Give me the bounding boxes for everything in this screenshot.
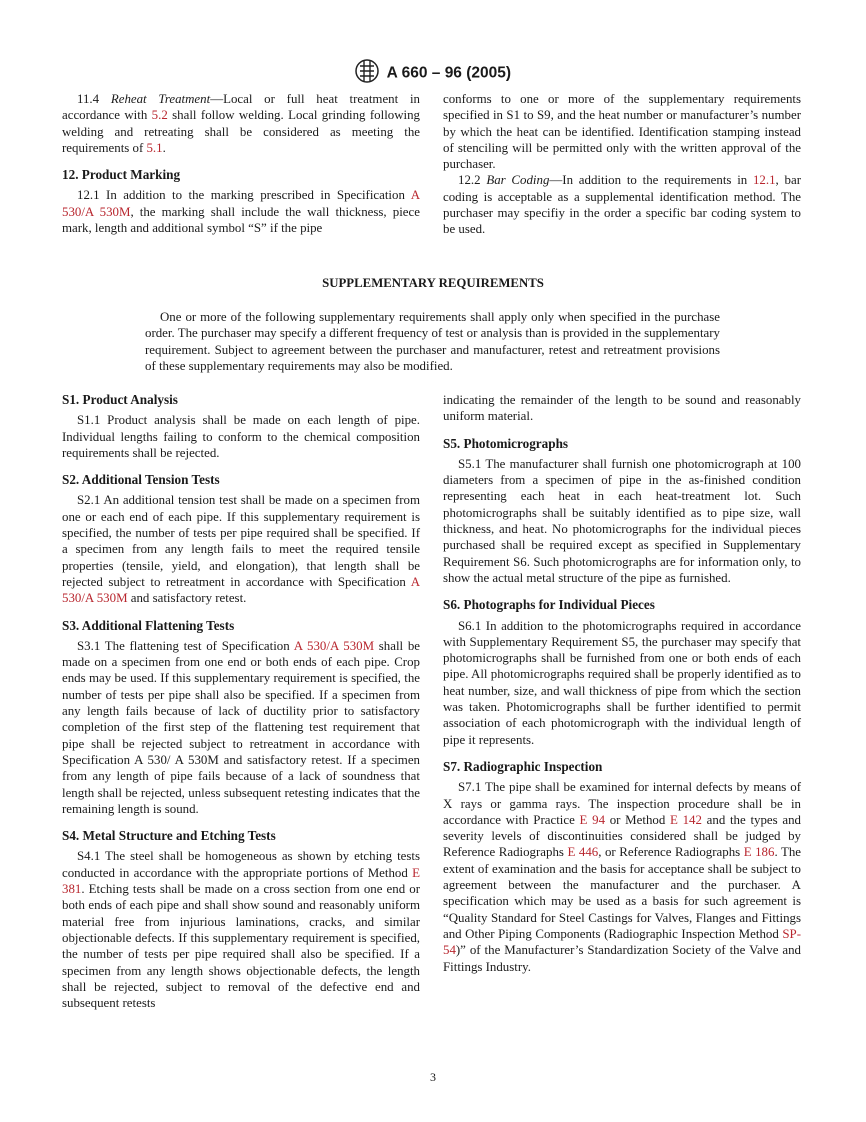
text-run: shall be made on a specimen from one end or both ends of each pipe. Crop ends may be used. If this supplementary requirement is specified, the number of tests per pipe shall also be specified. If a specimen from any length fails because of lack of ductility prior to satisfactory completion of the first step of the flattening test requirement that pipe shall be rejected subject to retreatment in accordance with Specification A 530/ A 530M and satisfactory retest. If a specimen from any length of pipe fails because of a lack of soundness that length shall be rejected, unless subsequent retesting indicates that the remaining length is sound. [62,638,421,816]
text-run: , or Reference Radiographs [598,845,744,860]
text-run: . [162,140,166,155]
paragraph [443,779,801,975]
document-designation: A 660 – 96 (2005) [386,64,512,82]
text-run: —Local or full heat treatment in accordance with [62,92,420,123]
text-run: S3. Additional Flattening Tests [62,617,235,633]
text-run: S5. Photomicrographs [443,435,569,451]
reference-link[interactable]: E 446 [567,845,599,860]
paragraph [62,187,420,236]
text-run: shall follow welding. Local grinding following welding and retreating shall be considered as meeting the requirements of [62,108,420,155]
section-heading [62,167,420,183]
reference-link[interactable]: 12.1 [752,173,776,188]
reference-link[interactable]: 5.2 [151,108,168,123]
page-number: 3 [430,1070,436,1084]
section-heading [62,392,420,408]
text-run: S7.1 The pipe shall be examined for internal defects by means of X rays or gamma rays. The inspection procedure shall be in accordance with Practice [443,780,801,827]
text-run: S2.1 An additional tension test shall be made on a specimen from one or each end of each pipe. If this supplementary requirement is specified, the number of tests per pipe required shall be specified. If a specimen from any length fails to meet the required tensile properties (tensile, yield, and elongation), that length shall be rejected subject to retreatment in accordance with Specification [62,493,420,589]
reference-link[interactable]: E 94 [579,812,606,827]
reference-link[interactable]: A 530/A 530M [62,188,420,219]
section-heading [443,436,801,452]
top-right-column [443,91,801,238]
supplementary-left-column [62,392,420,1011]
reference-link[interactable]: SP-54 [443,926,801,958]
paragraph [443,172,801,237]
text-run: . The extent of examination and the basis for acceptance shall be subject to agreement between the manufacturer and the purchaser. A specification which may be used as a basis for such agreement is “Quality Standard for Steel Castings for Valves, Flanges and Fittings and Other Piping Components (Radiographic Inspection Method [443,845,802,941]
text-run: S1.1 Product analysis shall be made on each length of pipe. Individual lengths failing to conform to the chemical composition requirements shall be rejected. [62,413,420,460]
paragraph [443,392,801,425]
paragraph [443,456,801,586]
paragraph [443,618,801,748]
text-run: —In addition to the requirements in [549,173,753,188]
text-run: S3.1 The flattening test of Specification [77,638,294,653]
text-run: conforms to one or more of the supplementary requirements specified in S1 to S9, and the heat number or manufacturer’s number by which the heat can be identified. Identification stamping instead of stenciling will be permitted only with the written approval of the purchaser. [443,92,801,172]
text-run: , bar coding is acceptable as a supplemental identification method. The purchaser may specifiy in the order a specific bar coding system to be used. [443,173,801,237]
text-run: and the types and severity levels of discontinuities considered shall be judged by Reference Radiographs [443,812,801,860]
text-run: S2. Additional Tension Tests [62,472,220,488]
text-run: and satisfactory retest. [127,591,247,606]
supplementary-intro: One or more of the following supplementary requirements shall apply only when specified in the purchase order. The purchaser may specify a different frequency of test or analysis than is provided in the supplementary requirement. Subject to agreement between the purchaser and manufacturer, retest and retreatment provisions of these supplementary requirements may also be modified. [145,310,720,373]
reference-link[interactable]: E 381 [62,865,420,897]
section-heading [62,472,420,488]
italic-term: Reheat Treatment [110,92,211,106]
reference-link[interactable]: E 186 [743,845,775,860]
text-run: , the marking shall include the wall thickness, piece mark, length and additional symbol “S” if the pipe [62,204,420,236]
section-heading [443,597,801,613]
astm-logo-icon [355,58,379,89]
text-run: . Etching tests shall be made on a cross section from one end or both ends of each pipe and shall show sound and reasonably uniform material free from injurious laminations, cracks, and similar objectionable defects. If this supplementary requirement is specified, the number of tests per pipe required shall also be specified. If a specimen from any length shows objectionable defects, the length shall be rejected, subject to removal of the defective end and subsequent retests [62,882,420,1011]
text-run: 12.2 [458,173,487,188]
reference-link[interactable]: 5.1 [146,140,163,155]
paragraph [62,492,420,606]
section-heading [62,618,420,634]
text-run: 12.1 In addition to the marking prescribed in Specification [77,188,411,203]
paragraph [62,848,420,1011]
text-run: indicating the remainder of the length to be sound and reasonably uniform material. [443,393,801,424]
text-run: S6. Photographs for Individual Pieces [443,597,655,613]
text-run: 11.4 [77,92,111,106]
text-run: S6.1 In addition to the photomicrographs required in accordance with Supplementary Requirement S5, the purchaser may specify that photomicrographs shall be furnished from one or both ends of each pipe. All photomicrographs required shall be properly identified as to heat number, size, and wall thickness of pipe from which the section was taken. Photomicrographs shall be further identified to permit association of each photomicrograph with the individual length of pipe it represents. [443,618,801,747]
text-run: 12. Product Marking [62,167,181,183]
paragraph [62,412,420,461]
paragraph [62,91,420,156]
reference-link[interactable]: E 142 [670,812,702,827]
italic-term: Bar Coding [486,173,550,188]
supplementary-right-column [443,392,801,975]
section-heading [443,759,801,775]
text-run: S5.1 The manufacturer shall furnish one photomicrograph at 100 diameters from a specimen of pipe in the as-finished condition representing each heat in each heat-treatment lot. Such photomicrographs shall be suitably identified as to pipe size, wall thickness, and heat. No photomicrographs for the individual pieces purchased shall be required except as specified in Supplementary Requirement S6. Such photomicrographs are for information only, to show the actual metal structure of the pipe as furnished. [443,456,801,585]
paragraph [443,91,801,172]
text-run: S4.1 The steel shall be homogeneous as shown by etching tests conducted in accordance with the appropriate portions of Method [62,849,420,880]
text-run: )” of the Manufacturer’s Standardization Society of the Valve and Fittings Industry. [443,943,801,974]
text-run: S1. Product Analysis [62,392,178,407]
text-run: S7. Radiographic Inspection [443,758,603,774]
text-run: or Method [605,812,670,827]
paragraph [62,638,420,817]
supplementary-title: SUPPLEMENTARY REQUIREMENTS [322,276,544,290]
section-heading [62,828,420,844]
page-header [0,58,866,89]
reference-link[interactable]: A 530/A 530M [293,638,375,653]
text-run: S4. Metal Structure and Etching Tests [62,828,276,844]
reference-link[interactable]: A 530/A 530M [62,574,420,606]
top-left-column [62,91,420,236]
